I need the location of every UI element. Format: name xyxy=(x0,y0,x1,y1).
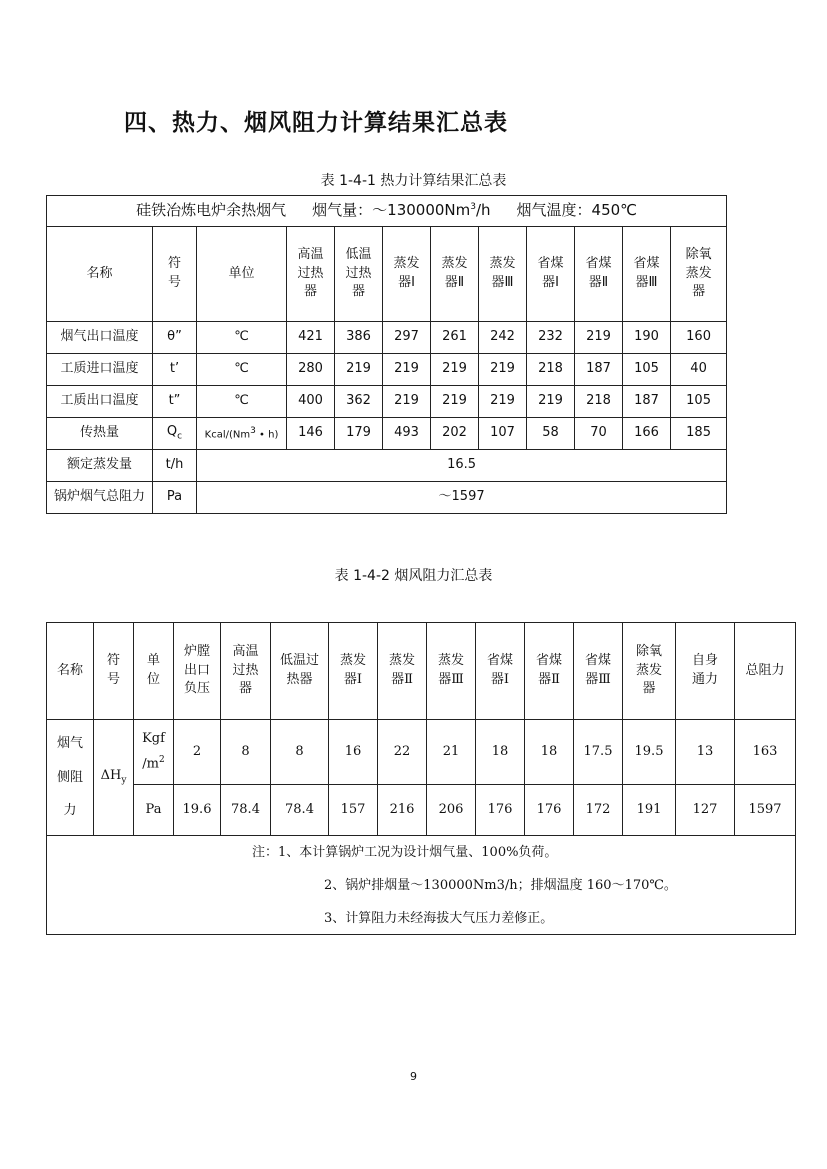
value-cell: 261 xyxy=(431,322,479,354)
header-cell: 除氧蒸发器 xyxy=(623,623,676,720)
value-cell: 219 xyxy=(479,386,527,418)
value-cell: 219 xyxy=(431,386,479,418)
value-cell: 78.4 xyxy=(271,785,329,836)
value-cell: 219 xyxy=(527,386,575,418)
table1-title-cell xyxy=(47,196,727,227)
value-cell: 400 xyxy=(287,386,335,418)
note-line: 2、锅炉排烟量～130000Nm3/h；排烟温度 160～170℃。 xyxy=(324,877,677,893)
unit-line1: Kgf xyxy=(142,731,165,747)
unit-superscript: 2 xyxy=(158,754,165,765)
value-cell: 105 xyxy=(671,386,727,418)
table1-header-row xyxy=(47,227,727,322)
flow-superscript: 3 xyxy=(470,202,476,213)
row-symbol: t” xyxy=(153,386,197,418)
table-row xyxy=(47,418,727,450)
header-cell: 省煤器Ⅱ xyxy=(525,623,574,720)
value-cell: 18 xyxy=(525,720,574,785)
table1-title-row xyxy=(47,196,727,227)
flow-unit: /h xyxy=(475,201,491,220)
total-resistance-value: ～1597 xyxy=(197,482,727,514)
value-cell: 16 xyxy=(329,720,378,785)
header-cell: 省煤器Ⅰ xyxy=(476,623,525,720)
header-cell: 名称 xyxy=(47,227,153,322)
value-cell: 179 xyxy=(335,418,383,450)
table2-header-row xyxy=(47,623,796,720)
value-cell: 172 xyxy=(574,785,623,836)
value-cell: 185 xyxy=(671,418,727,450)
value-cell: 206 xyxy=(427,785,476,836)
header-cell: 自身通力 xyxy=(676,623,735,720)
value-cell: 8 xyxy=(271,720,329,785)
flow-label: 烟气量： xyxy=(312,201,373,220)
header-cell: 总阻力 xyxy=(735,623,796,720)
header-cell: 名称 xyxy=(47,623,94,720)
value-cell: 386 xyxy=(335,322,383,354)
flue-gas-source: 硅铁冶炼电炉余热烟气 xyxy=(136,201,287,220)
value-cell: 127 xyxy=(676,785,735,836)
section-heading: 四、热力、烟风阻力计算结果汇总表 xyxy=(124,110,508,136)
value-cell: 163 xyxy=(735,720,796,785)
row-name: 工质出口温度 xyxy=(47,386,153,418)
value-cell: 219 xyxy=(479,354,527,386)
value-cell: 70 xyxy=(575,418,623,450)
thermal-results-table xyxy=(46,195,727,514)
row-symbol xyxy=(94,720,134,836)
value-cell: 493 xyxy=(383,418,431,450)
row-name: 烟气出口温度 xyxy=(47,322,153,354)
flue-resistance-table xyxy=(46,622,796,935)
value-cell: 160 xyxy=(671,322,727,354)
header-cell: 蒸发器Ⅱ xyxy=(431,227,479,322)
notes-cell xyxy=(47,836,796,935)
gas-temperature: 烟气温度：450℃ xyxy=(516,201,638,220)
value-cell: 21 xyxy=(427,720,476,785)
value-cell: 176 xyxy=(476,785,525,836)
value-cell: 219 xyxy=(575,322,623,354)
row-name: 传热量 xyxy=(47,418,153,450)
header-cell: 高温过热器 xyxy=(221,623,271,720)
value-cell: 105 xyxy=(623,354,671,386)
table-row xyxy=(47,720,796,785)
value-cell: 219 xyxy=(383,386,431,418)
value-cell: 19.6 xyxy=(174,785,221,836)
value-cell: 242 xyxy=(479,322,527,354)
symbol-base: ΔH xyxy=(100,768,122,784)
unit-suffix: • h) xyxy=(255,428,279,440)
value-cell: 166 xyxy=(623,418,671,450)
value-cell: 107 xyxy=(479,418,527,450)
header-cell: 蒸发器Ⅰ xyxy=(383,227,431,322)
value-cell: 297 xyxy=(383,322,431,354)
unit-base: Kcal/(Nm xyxy=(204,428,251,440)
header-cell: 低温过热器 xyxy=(271,623,329,720)
unit-superscript: 3 xyxy=(250,425,256,436)
value-cell: 218 xyxy=(527,354,575,386)
header-cell: 高温过热器 xyxy=(287,227,335,322)
value-cell: 191 xyxy=(623,785,676,836)
value-cell: 232 xyxy=(527,322,575,354)
table-row xyxy=(47,785,796,836)
table-row xyxy=(47,482,727,514)
row-symbol: t/h xyxy=(153,450,197,482)
row-name: 锅炉烟气总阻力 xyxy=(47,482,153,514)
value-cell: 219 xyxy=(431,354,479,386)
value-cell: 202 xyxy=(431,418,479,450)
value-cell: 17.5 xyxy=(574,720,623,785)
header-cell: 省煤器Ⅰ xyxy=(527,227,575,322)
header-cell: 单位 xyxy=(134,623,174,720)
value-cell: 19.5 xyxy=(623,720,676,785)
header-cell: 符号 xyxy=(153,227,197,322)
header-cell: 省煤器Ⅱ xyxy=(575,227,623,322)
value-cell: 58 xyxy=(527,418,575,450)
page-number: 9 xyxy=(410,1070,417,1083)
value-cell: 1597 xyxy=(735,785,796,836)
row-unit: ℃ xyxy=(197,354,287,386)
header-cell: 省煤器Ⅲ xyxy=(623,227,671,322)
rated-evaporation-value: 16.5 xyxy=(197,450,727,482)
table1-caption: 表 1-4-1 热力计算结果汇总表 xyxy=(320,173,507,189)
header-cell: 符号 xyxy=(94,623,134,720)
row-unit xyxy=(134,720,174,785)
header-cell: 蒸发器Ⅲ xyxy=(479,227,527,322)
value-cell: 22 xyxy=(378,720,427,785)
header-cell: 蒸发器Ⅱ xyxy=(378,623,427,720)
row-unit xyxy=(197,418,287,450)
row-symbol: θ” xyxy=(153,322,197,354)
value-cell: 216 xyxy=(378,785,427,836)
symbol-base: Q xyxy=(166,424,178,440)
value-cell: 78.4 xyxy=(221,785,271,836)
value-cell: 190 xyxy=(623,322,671,354)
header-cell: 炉膛出口负压 xyxy=(174,623,221,720)
header-cell: 蒸发器Ⅲ xyxy=(427,623,476,720)
row-symbol: Pa xyxy=(153,482,197,514)
row-symbol: t’ xyxy=(153,354,197,386)
header-cell: 省煤器Ⅲ xyxy=(574,623,623,720)
value-cell: 219 xyxy=(383,354,431,386)
value-cell: 18 xyxy=(476,720,525,785)
row-symbol xyxy=(153,418,197,450)
note-line: 注：1、本计算锅炉工况为设计烟气量、100%负荷。 xyxy=(252,845,558,860)
symbol-subscript: c xyxy=(177,431,183,442)
row-name: 烟气侧阻力 xyxy=(47,720,94,836)
symbol-subscript: y xyxy=(121,775,127,786)
unit-line2: /m xyxy=(142,756,159,772)
note-line: 3、计算阻力未经海拔大气压力差修正。 xyxy=(324,910,554,926)
header-cell: 单位 xyxy=(197,227,287,322)
value-cell: 8 xyxy=(221,720,271,785)
value-cell: 187 xyxy=(575,354,623,386)
header-cell: 除氧蒸发器 xyxy=(671,227,727,322)
header-cell: 蒸发器Ⅰ xyxy=(329,623,378,720)
row-unit: Pa xyxy=(134,785,174,836)
header-cell: 低温过热器 xyxy=(335,227,383,322)
value-cell: 157 xyxy=(329,785,378,836)
table-row xyxy=(47,354,727,386)
notes-row xyxy=(47,836,796,935)
value-cell: 219 xyxy=(335,354,383,386)
value-cell: 218 xyxy=(575,386,623,418)
table2-caption: 表 1-4-2 烟风阻力汇总表 xyxy=(334,568,493,584)
value-cell: 40 xyxy=(671,354,727,386)
value-cell: 362 xyxy=(335,386,383,418)
row-unit: ℃ xyxy=(197,322,287,354)
value-cell: 13 xyxy=(676,720,735,785)
row-name: 额定蒸发量 xyxy=(47,450,153,482)
value-cell: 176 xyxy=(525,785,574,836)
flow-value: ～130000Nm xyxy=(372,201,471,220)
value-cell: 280 xyxy=(287,354,335,386)
table-row xyxy=(47,322,727,354)
value-cell: 146 xyxy=(287,418,335,450)
value-cell: 421 xyxy=(287,322,335,354)
table-row xyxy=(47,386,727,418)
row-name: 工质进口温度 xyxy=(47,354,153,386)
value-cell: 2 xyxy=(174,720,221,785)
row-unit: ℃ xyxy=(197,386,287,418)
value-cell: 187 xyxy=(623,386,671,418)
table-row xyxy=(47,450,727,482)
